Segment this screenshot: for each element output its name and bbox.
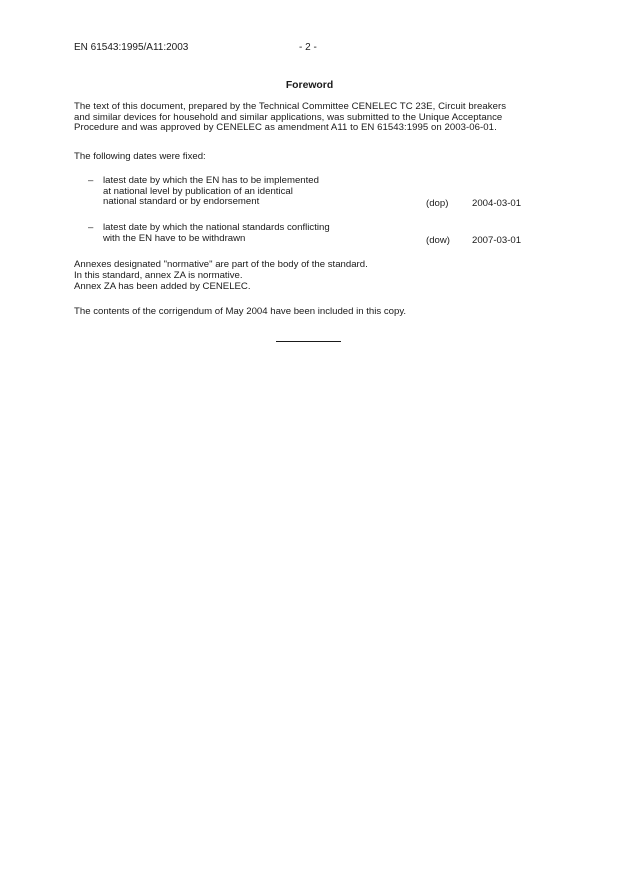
document-reference: EN 61543:1995/A11:2003 — [74, 42, 189, 53]
intro-line: Procedure and was approved by CENELEC as amendment A11 to EN 61543:1995 on 2003-06-01. — [74, 122, 497, 134]
annex-line: Annex ZA has been added by CENELEC. — [74, 281, 251, 292]
date-item-text — [103, 176, 403, 208]
date-item-line: with the EN have to be withdrawn — [103, 232, 246, 244]
date-code: (dop) — [426, 198, 449, 209]
intro-line: and similar devices for household and similar applications, was submitted to the Unique Acceptance — [74, 111, 503, 123]
date-item-line: at national level by publication of an identical — [103, 185, 293, 197]
dash-bullet: – — [88, 175, 94, 186]
date-value: 2007-03-01 — [472, 235, 522, 246]
corrigendum-note: The contents of the corrigendum of May 2004 have been included in this copy. — [74, 306, 407, 317]
date-item-text — [103, 223, 403, 244]
foreword-title: Foreword — [285, 80, 334, 91]
date-value: 2004-03-01 — [472, 198, 522, 209]
end-rule — [276, 341, 341, 342]
intro-line: The text of this document, prepared by the Technical Committee CENELEC TC 23E, Circuit breakers — [74, 101, 507, 112]
annex-line: In this standard, annex ZA is normative. — [74, 270, 243, 281]
date-item-line: national standard or by endorsement — [103, 196, 260, 208]
page-number: - 2 - — [299, 42, 317, 53]
date-code: (dow) — [426, 235, 450, 246]
dash-bullet: – — [88, 222, 94, 233]
date-item-line: latest date by which the national standards conflicting — [103, 222, 330, 233]
annex-line: Annexes designated "normative" are part of the body of the standard. — [74, 259, 368, 270]
dates-intro: The following dates were fixed: — [74, 151, 206, 162]
date-item-line: latest date by which the EN has to be implemented — [103, 175, 319, 186]
foreword-intro-paragraph — [74, 102, 546, 134]
